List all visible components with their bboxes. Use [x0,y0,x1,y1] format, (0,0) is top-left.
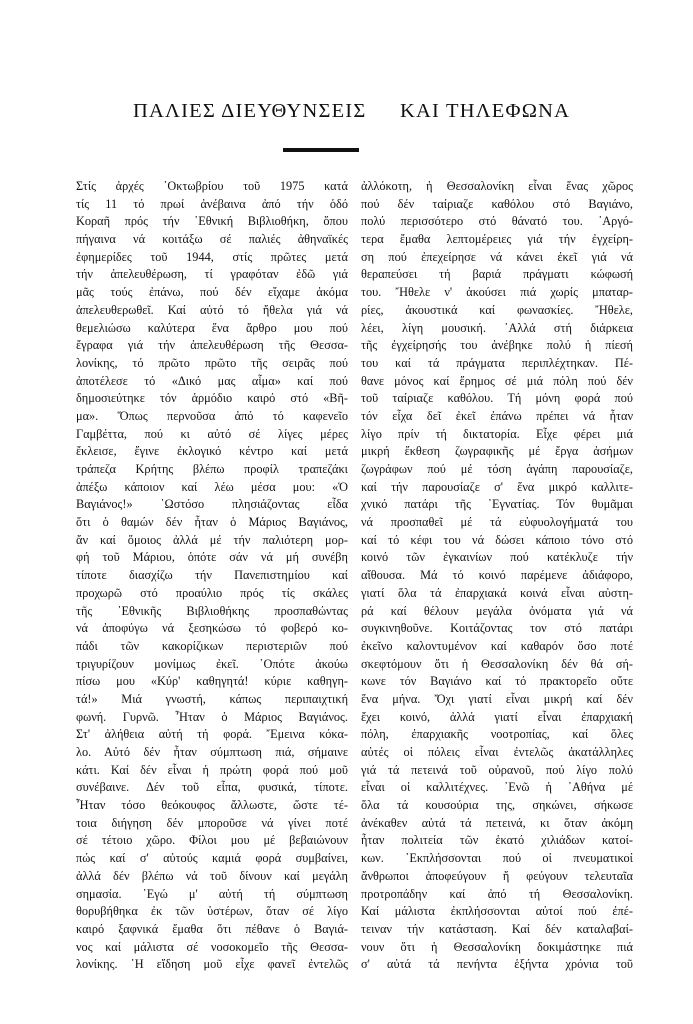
text-line: τοῦ ταίριαζε καθόλου. Τή μόνη φορά πού [361,391,633,406]
text-line: τίποτε διασχίζω τήν Πανεπιστημίου καί [76,568,348,583]
text-line: μα». Ὅπως περνοῦσα ἀπό τό καφενεῖο [76,408,348,423]
text-line: ἀπέξω κάποιον καί λέω μέσα μου: «Ὁ [76,479,348,494]
page-title [0,100,693,140]
text-line: πήγαινα νά κοιτάξω σέ παλιές ἀθηναϊκές [76,232,348,247]
text-line: τερα ἔμαθα λεπτομέρειες γιά τήν ἐγχείρη- [361,232,633,247]
text-line: θεμελιώσω καλύτερα ἕνα ἄρθρο μου πού [76,320,348,335]
text-line: καί τό κέφι του νά δώσει κάποιο τόνο στό [361,532,633,547]
text-line: κάτι. Καί δέν εἶναι ἡ πρώτη φορά πού μοῦ [76,762,348,777]
text-line: φή τοῦ Μάριου, ὁπότε σάν νά μή συνέβη [76,550,348,565]
text-line: ἀποτέλεσε τό «Δικό μας αἷμα» καί πού [76,373,348,388]
left-text-column [76,178,348,974]
text-line: καί τήν παρουσίαζε σ' ἕνα μικρό καλλιτε- [361,479,633,494]
text-line: προτροπάδην καί ἀπό τή Θεσσαλονίκη. [361,886,633,901]
text-line: ἄν καί ὅμοιος ἀλλά μέ τήν παλιότερη μορ- [76,532,348,547]
text-line: σ' αὐτά τά πενήντα ἑξήντα χρόνια τοῦ [361,957,633,972]
title-divider-rule [283,148,359,152]
text-line: σέ τέτοιο χῶρο. Φίλοι μου μέ βεβαιώνουν [76,833,348,848]
text-line: πίσω μου «Κύρ' καθηγητά! κύριε καθηγη- [76,674,348,689]
text-line: ἔκλεισε, ἔγινε ἐκλογικό κέντρο καί μετά [76,444,348,459]
text-line: τειναν τήν κατάσταση. Καί δέν καταλαβαί- [361,921,633,936]
text-line: ἐφημερίδες τοῦ 1944, στίς πρῶτες μετά [76,249,348,264]
text-line: Ἦταν τόσο θεόκουφος ἄλλωστε, ὥστε τέ- [76,798,348,813]
text-line: ἐκεῖνο καλοντυμένον καί καθαρόν ὅσο ποτέ [361,638,633,653]
text-line: ἔχει κοινό, ἀλλά γιατί εἶναι ἐπαρχιακή [361,709,633,724]
text-line: νουν ὅτι ἡ Θεσσαλονίκη δοκιμάστηκε πιά [361,939,633,954]
text-line: ὅλα τά κουσούρια της, σηκώνει, σήκωσε [361,798,633,813]
text-line: προχωρῶ στό προαύλιο πρός τίς σκάλες [76,585,348,600]
text-line: ζωγράφων πού μέ τόση ἀγάπη παρουσίαζε, [361,462,633,476]
text-line: ἀπελευθερωθεῖ. Καί αὐτό τό ἤθελα γιά νά [76,302,348,317]
title-left-part: ΠΑΛΙΕΣ ΔΙΕΥΘΥΝΣΕΙΣ [133,100,367,122]
text-line: Γαμβέττα, πού κι αὐτό σέ λίγες μέρες [76,426,348,441]
text-line: Βαγιάνος!» ῾Ωστόσο πλησιάζοντας εἶδα [76,497,348,512]
text-line: μικρή ἔκθεση ζωγραφικῆς μέ ἔργα ἀσήμων [361,444,633,459]
text-line: πού δέν ταίριαζε καθόλου στό Βαγιάνο, [361,196,633,211]
text-line: θορυβήθηκα ἐκ τῶν ὑστέρων, ὅταν σέ λίγο [76,904,348,919]
text-line: του. Ἤθελε ν' ἀκούσει πιά χωρίς μπαταρ- [361,285,633,300]
text-line: τῆς ᾿Εθνικῆς Βιβλιοθήκης προσπαθώντας [76,603,348,618]
text-line: λο. Αὐτό δέν ἦταν σύμπτωση πιά, σήμαινε [76,745,348,759]
text-line: πολύ περισσότερο στό θάνατό του. ᾿Αργό- [361,214,633,229]
text-line: τράπεζα Κρήτης βλέπω προφίλ τραπεζάκι [76,462,348,476]
text-line: νος καί μάλιστα σέ νοσοκομεῖο τῆς Θεσσα- [76,939,348,954]
text-line: νά ἀποφύγω νά ξεσηκώσω τό φοβερό κο- [76,621,348,636]
text-line: Καί μάλιστα ἐκπλήσσονται αὐτοί πού ἐπέ- [361,904,633,919]
text-line: πάδι τῶν κακορίζικων περιστεριῶν πού [76,638,348,653]
text-line: Κοραῆ πρός τήν ᾿Εθνική Βιβλιοθήκη, ὅπου [76,214,348,229]
text-line: ἀνέκαθεν αὐτά τά πετεινά, κι ὅταν ἀκόμη [361,815,633,830]
text-line: πώς καί σ' αὐτούς καμιά φορά συμβαίνει, [76,851,348,866]
text-line: θανε μόνος καί ἔρημος σέ μιά πόλη πού δέν [361,373,633,388]
text-line: Στίς ἀρχές ᾿Οκτωβρίου τοῦ 1975 κατά [76,179,348,193]
text-line: συνέβαινε. Δέν τοῦ εἶπα, φυσικά, τίποτε. [76,780,348,795]
text-line: σκεφτόμουν ὅτι ἡ Θεσσαλονίκη δέν θά σή- [361,656,633,671]
text-line: ρίες, ἀκουστικά καί φωνασκίες. Ἤθελε, [361,302,633,317]
text-line: ὅτι ὁ θαμών δέν ἦταν ὁ Μάριος Βαγιάνος, [76,515,348,530]
text-line: τίς 11 τό πρωί ἀνέβαινα ἀπό τήν ὁδό [76,196,348,211]
text-line: τριγυρίζουν μονίμως ἐκεῖ. ῾Οπότε ἀκούω [76,656,348,671]
text-line: ἀλλόκοτη, ἡ Θεσσαλονίκη εἶναι ἕνας χῶρος [361,179,633,193]
text-line: του καί τά πράγματα περιπλέχτηκαν. Πέ- [361,355,633,370]
text-line: κων. ᾿Εκπλήσσονται πού οἱ πνευματικοί [361,851,633,866]
text-line: μᾶς τούς ἐπάνω, πού δέν εἴχαμε ἀκόμα [76,285,348,300]
text-line: τοια διήγηση δέν μποροῦσε νά γίνει ποτέ [76,815,348,830]
text-line: τήν ἀπελευθέρωση, τί γραφόταν ἐδῶ γιά [76,267,348,282]
text-line: θεραπεύσει τή βαριά πράγματι κώφωσή [361,267,633,282]
text-line: αἴθουσα. Μά τό κοινό παρέμενε ἀδιάφορο, [361,568,633,583]
text-line: κωνε τόν Βαγιάνο καί τό πρακτορεῖο οὔτε [361,674,633,689]
text-line: λέει, λίγη μουσική. ᾿Αλλά στή διάρκεια [361,320,633,335]
text-line: τῆς ἐγχείρησής του ἀνέβηκε πολύ ἡ πίεσή [361,338,633,353]
text-line: γιά τά πετεινά τοῦ οὐρανοῦ, πού λίγο πολύ [361,762,633,777]
text-line: χνικό πατάρι τῆς ᾿Εγνατίας. Τόν θυμᾶμαι [361,497,633,512]
title-right-part: ΚΑΙ ΤΗΛΕΦΩΝΑ [400,100,571,122]
text-line: ἔγραφα γιά τήν ἀπελευθέρωση τῆς Θεσσα- [76,338,348,353]
text-line: λίγο πρίν τή δικτατορία. Εἶχε φέρει μιά [361,426,633,441]
text-line: ἀλλά δέν βλέπω νά τοῦ δίνουν καί μεγάλη [76,868,348,883]
text-line: τά!» Μιά γνωστή, κάπως περιπαιχτική [76,691,348,706]
text-line: ἄνθρωποι ἀποφεύγουν ἤ φεύγουν τελευταῖα [361,868,633,883]
text-line: καιρό ξαφνικά ἔμαθα ὅτι πέθανε ὁ Βαγιά- [76,921,348,936]
text-line: ση πού ἐπεχείρησε νά κάνει ἐκεῖ γιά νά [361,249,633,264]
text-line: τόν εἶχα δεῖ ἐκεῖ ἐπάνω πρέπει νά ἦταν [361,408,633,423]
text-line: λονίκης, τό πρῶτο πρῶτο τῆς σειρᾶς πού [76,355,348,370]
text-line: αὐτές οἱ πόλεις εἶναι ἐντελῶς ἀκατάλληλες [361,745,633,759]
text-line: γιατί ὅλα τά ἐπαρχιακά κοινά εἶναι αὐστη- [361,585,633,600]
text-line: δημοσιεύτηκε τόν ἁρμόδιο καιρό στό «Βῆ- [76,391,348,406]
text-line: ἕνα μήνα. Ὄχι γιατί εἶναι μικρή καί δέν [361,691,633,706]
text-line: φωνή. Γυρνῶ. Ἦταν ὁ Μάριος Βαγιάνος. [76,709,348,724]
text-line: νά προσπαθεῖ μέ τά εὐφυολογήματά του [361,515,633,530]
text-line: ἦταν πολιτεία τῶν ἑκατό χιλιάδων κατοί- [361,833,633,848]
text-line: ρά καί θέλουν μεγάλα ὀνόματα γιά νά [361,603,633,618]
text-line: κοινό τῶν ἐγκαινίων πού κατέκλυζε τήν [361,550,633,565]
text-line: Στ' ἀλήθεια αὐτή τή φορά. Ἔμεινα κόκα- [76,727,348,742]
text-line: σημασία. ᾿Εγώ μ' αὐτή τή σύμπτωση [76,886,348,901]
right-text-column [361,178,633,974]
text-line: πόλη, ἐπαρχιακῆς νοοτροπίας, καί ὅλες [361,727,633,742]
text-line: εἶναι οἱ καλλιτέχνες. ᾿Ενῶ ἡ ᾿Αθήνα μέ [361,780,633,795]
text-line: συγκινηθοῦνε. Κοιτάζοντας τον στό πατάρι [361,621,633,636]
text-line: λονίκης. ῾Η εἴδηση μοῦ εἶχε φανεῖ ἐντελῶς [76,957,348,972]
